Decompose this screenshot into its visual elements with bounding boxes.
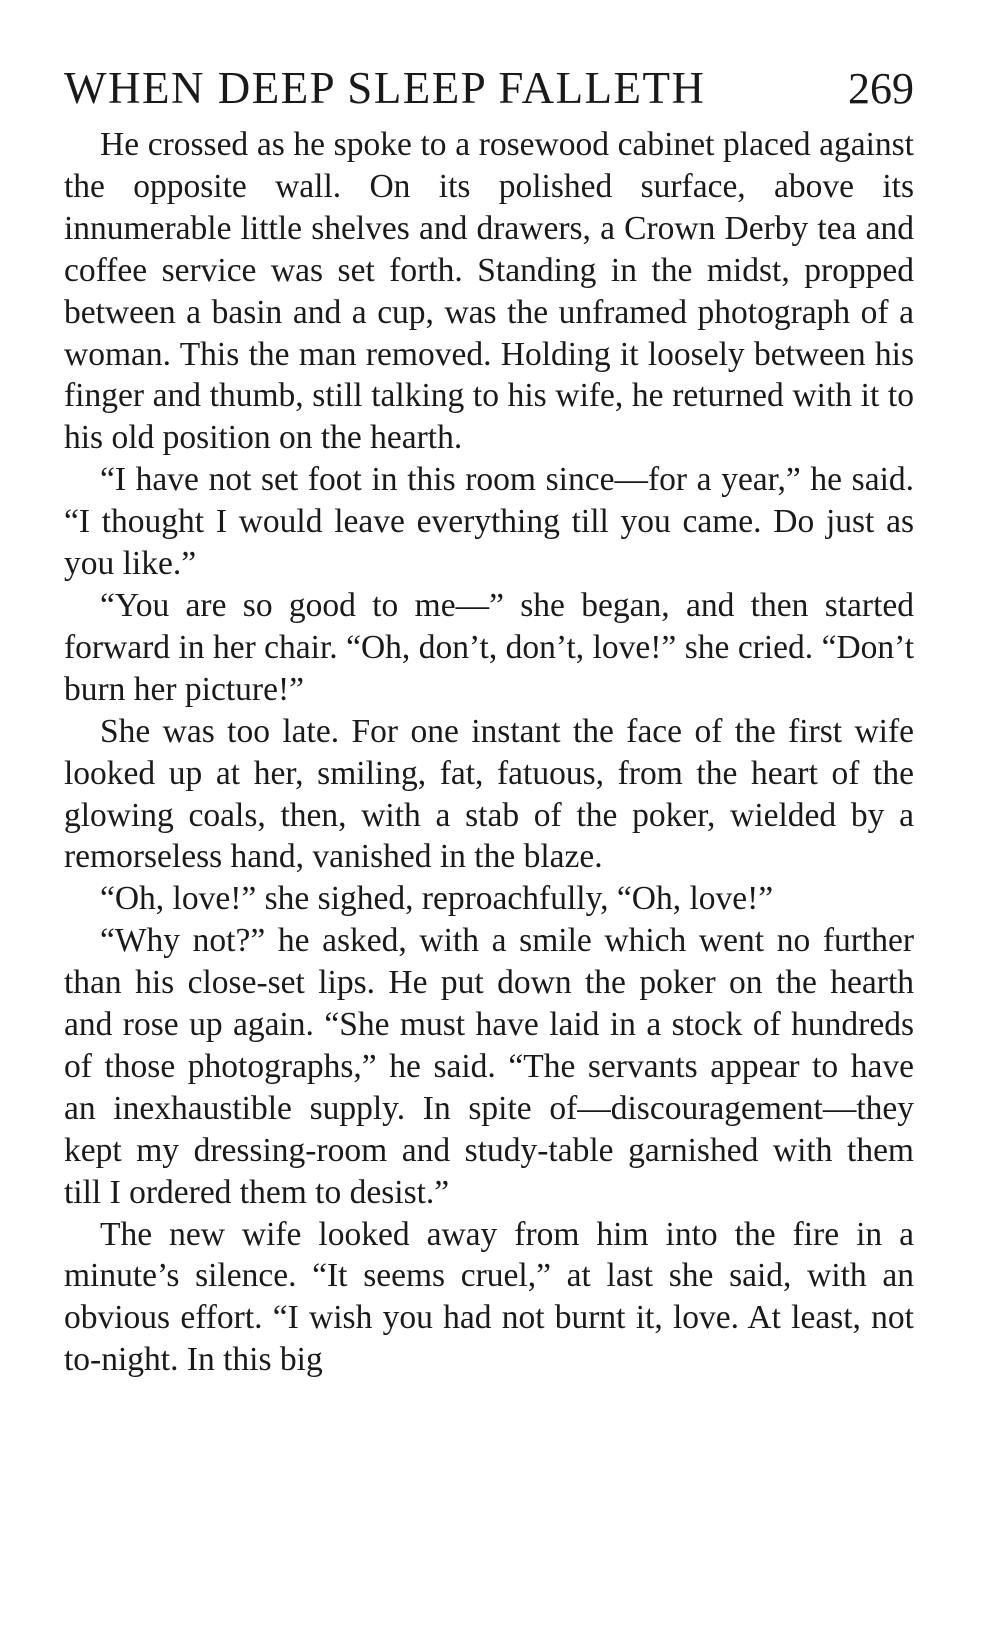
page-number: 269: [848, 64, 914, 113]
running-head: [64, 62, 914, 124]
paragraph: “Oh, love!” she sighed, reproachfully, “Oh, love!”: [100, 880, 774, 918]
book-page: [64, 62, 914, 1381]
paragraph: The new wife looked away from him into the fire in a minute’s silence. “It seems cruel,” at last she said, with an obvious effort. “I wish you had not burnt it, love. At least, not to-night. In this big: [64, 1215, 914, 1379]
paragraph: “Why not?” he asked, with a smile which went no further than his close-set lips. He put down the poker on the hearth and rose up again. “She must have laid in a stock of hundreds of those photographs,” he said. “The servants appear to have an inexhaustible supply. In spite of—discouragement—they kept my dressing-room and study-table garnished with them till I ordered them to desist.”: [64, 922, 914, 1211]
body-text: [64, 124, 914, 1381]
chapter-title: WHEN DEEP SLEEP FALLETH: [64, 63, 706, 113]
paragraph: “You are so good to me—” she began, and then started forward in her chair. “Oh, don’t, don’t, love!” she cried. “Don’t burn her picture!”: [64, 586, 914, 708]
paragraph: “I have not set foot in this room since—for a year,” he said. “I thought I would leave everything till you came. Do just as you like.”: [64, 461, 914, 583]
paragraph: He crossed as he spoke to a rosewood cabinet placed against the opposite wall. On its polished surface, above its innumerable little shelves and drawers, a Crown Derby tea and coffee service was set forth. Standing in the midst, propped between a basin and a cup, was the unframed photograph of a woman. This the man removed. Holding it loosely between his finger and thumb, still talking to his wife, he returned with it to his old position on the hearth.: [64, 126, 914, 457]
paragraph: She was too late. For one instant the face of the first wife looked up at her, smiling, fat, fatuous, from the heart of the glowing coals, then, with a stab of the poker, wielded by a remorseless hand, vanished in the blaze.: [64, 712, 914, 876]
